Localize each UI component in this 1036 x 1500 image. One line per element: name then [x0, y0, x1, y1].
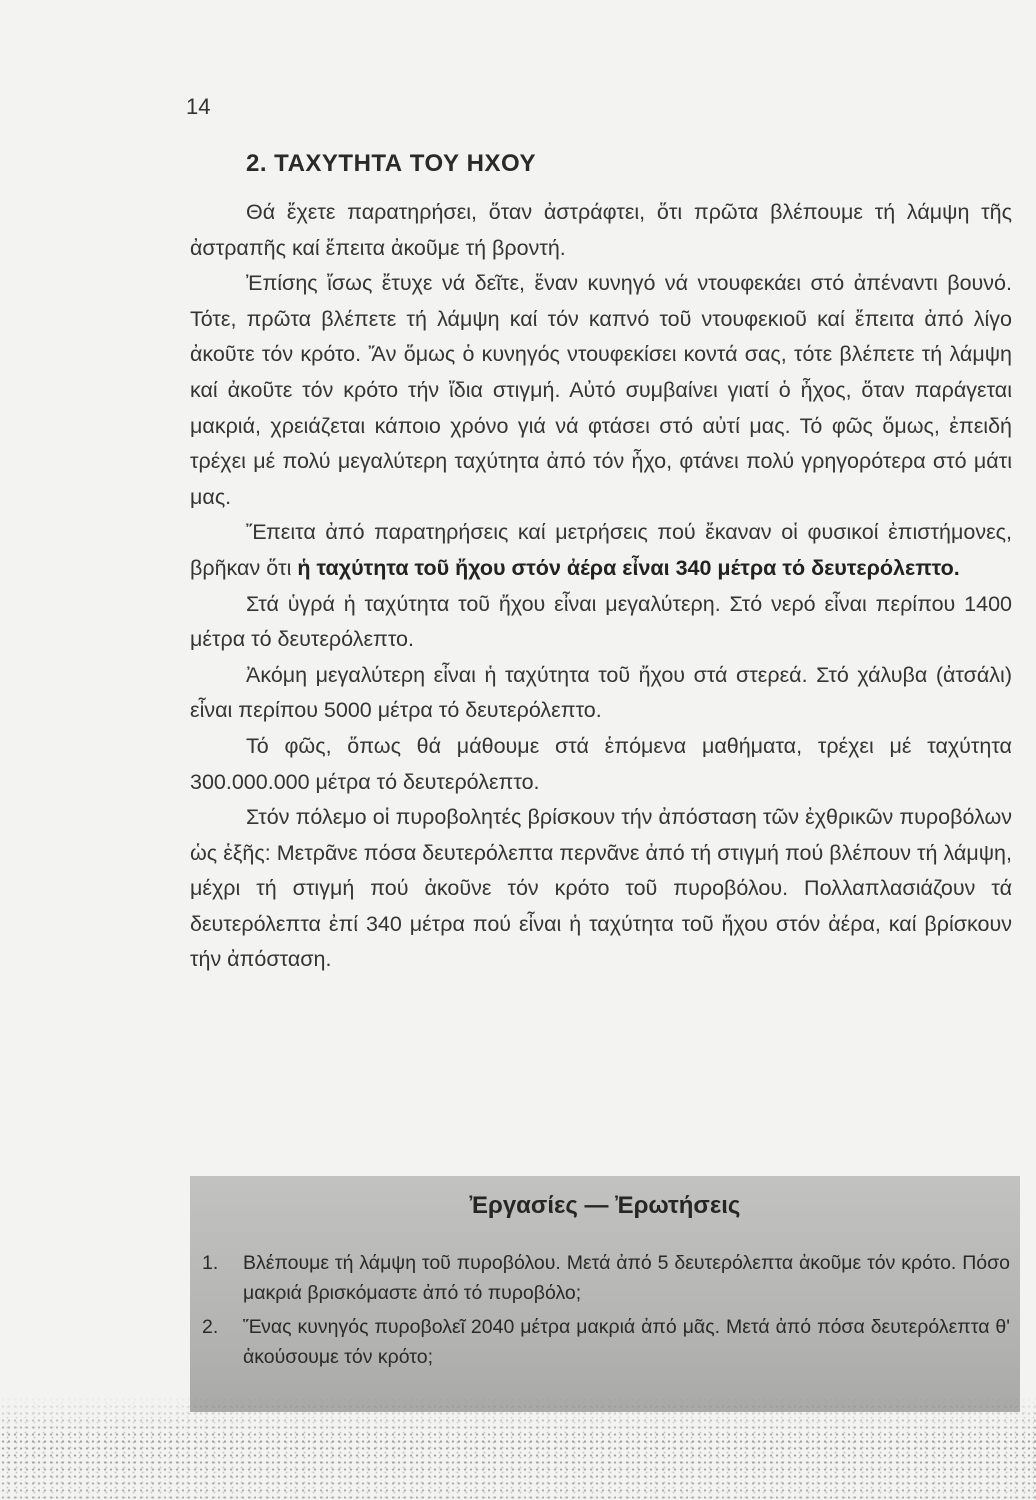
paragraph-light-speed: Τό φῶς, ὅπως θά μάθουμε στά ἑπόμενα μαθήματα, τρέχει μέ ταχύτητα 300.000.000 μέτρα τό δευτερόλεπτο. — [190, 733, 1012, 794]
paragraph-solids: Ἀκόμη μεγαλύτερη εἶναι ἡ ταχύτητα τοῦ ἤχου στά στερεά. Στό χάλυβα (ἀτσάλι) εἶναι περίπου 5000 μέτρα τό δευτερόλεπτο. — [190, 662, 1012, 723]
speed-of-sound-highlight: ἡ ταχύτητα τοῦ ἤχου στόν ἀέρα εἶναι 340 μέτρα τό δευτερόλεπτο. — [297, 555, 960, 580]
paragraph-liquids: Στά ὑγρά ἡ ταχύτητα τοῦ ἤχου εἶναι μεγαλύτερη. Στό νερό εἶναι περίπου 1400 μέτρα τό δευτερόλεπτο. — [190, 591, 1012, 652]
scan-noise-texture — [0, 1396, 1036, 1500]
exercises-title: Ἐργασίες — Ἐρωτήσεις — [469, 1192, 741, 1219]
paragraph-speed-in-air — [190, 515, 1012, 586]
exercise-text: Ἕνας κυνηγός πυροβολεῖ 2040 μέτρα μακριά ἀπό μᾶς. Μετά ἀπό πόσα δευτερόλεπτα θ' ἀκούσουμε τόν κρότο; — [243, 1316, 1010, 1368]
exercises-box — [190, 1176, 1020, 1412]
paragraph-artillery: Στόν πόλεμο οἱ πυροβολητές βρίσκουν τήν ἀπόσταση τῶν ἐχθρικῶν πυροβόλων ὡς ἑξῆς: Μετρᾶνε πόσα δευτερόλεπτα περνᾶνε ἀπό τή στιγμή πού βλέπουν τή λάμψη, μέχρι τή στιγμή πού ἀκοῦνε τόν κρότο τοῦ πυροβόλου. Πολλαπλασιάζουν τά δευτερόλεπτα ἐπί 340 μέτρα πού εἶναι ἡ ταχύτητα τοῦ ἤχου στόν ἀέρα, καί βρίσκουν τήν ἀπόσταση. — [190, 805, 1012, 972]
paragraph-hunter: Ἐπίσης ἴσως ἔτυχε νά δεῖτε, ἕναν κυνηγό νά ντουφεκάει στό ἀπέναντι βουνό. Τότε, πρῶτα βλέπετε τή λάμψη καί τόν καπνό τοῦ ντουφεκιοῦ καί ἔπειτα ἀπό λίγο ἀκοῦτε τόν κρότο. Ἄν ὅμως ὁ κυνηγός ντουφεκίσει κοντά σας, τότε βλέπετε τή λάμψη καί ἀκοῦτε τόν κρότο τήν ἴδια στιγμή. Αὐτό συμβαίνει γιατί ὁ ἦχος, ὅταν παράγεται μακριά, χρειάζεται κάποιο χρόνο γιά νά φτάσει στό αὐτί μας. Τό φῶς ὅμως, ἐπειδή τρέχει μέ πολύ μεγαλύτερη ταχύτητα ἀπό τόν ἦχο, φτάνει πολύ γρηγορότερα στό μάτι μας. — [190, 271, 1012, 509]
page-number: 14 — [186, 94, 211, 119]
exercise-item — [190, 1248, 1020, 1308]
exercise-number: 1. — [202, 1252, 219, 1274]
paragraph-speed-in-air-intro: Ἔπειτα ἀπό παρατηρήσεις καί μετρήσεις πού ἔκαναν οἱ φυσικοί ἐπιστήμονες, βρῆκαν ὅτι — [190, 520, 1012, 580]
exercise-item — [190, 1312, 1020, 1372]
section-title: 2. ΤΑΧΥΤΗΤΑ ΤΟΥ ΗΧΟΥ — [246, 150, 537, 177]
exercise-text: Βλέπουμε τή λάμψη τοῦ πυροβόλου. Μετά ἀπό 5 δευτερόλεπτα ἀκοῦμε τόν κρότο. Πόσο μακριά βρισκόμαστε ἀπό τό πυροβόλο; — [243, 1252, 1010, 1304]
exercise-number: 2. — [202, 1316, 219, 1338]
paragraph-lightning: Θά ἔχετε παρατηρήσει, ὅταν ἀστράφτει, ὅτι πρῶτα βλέπουμε τή λάμψη τῆς ἀστραπῆς καί ἔπειτα ἀκοῦμε τή βροντή. — [190, 200, 1012, 260]
body-text — [190, 195, 1012, 978]
exercises-list — [190, 1248, 1020, 1372]
